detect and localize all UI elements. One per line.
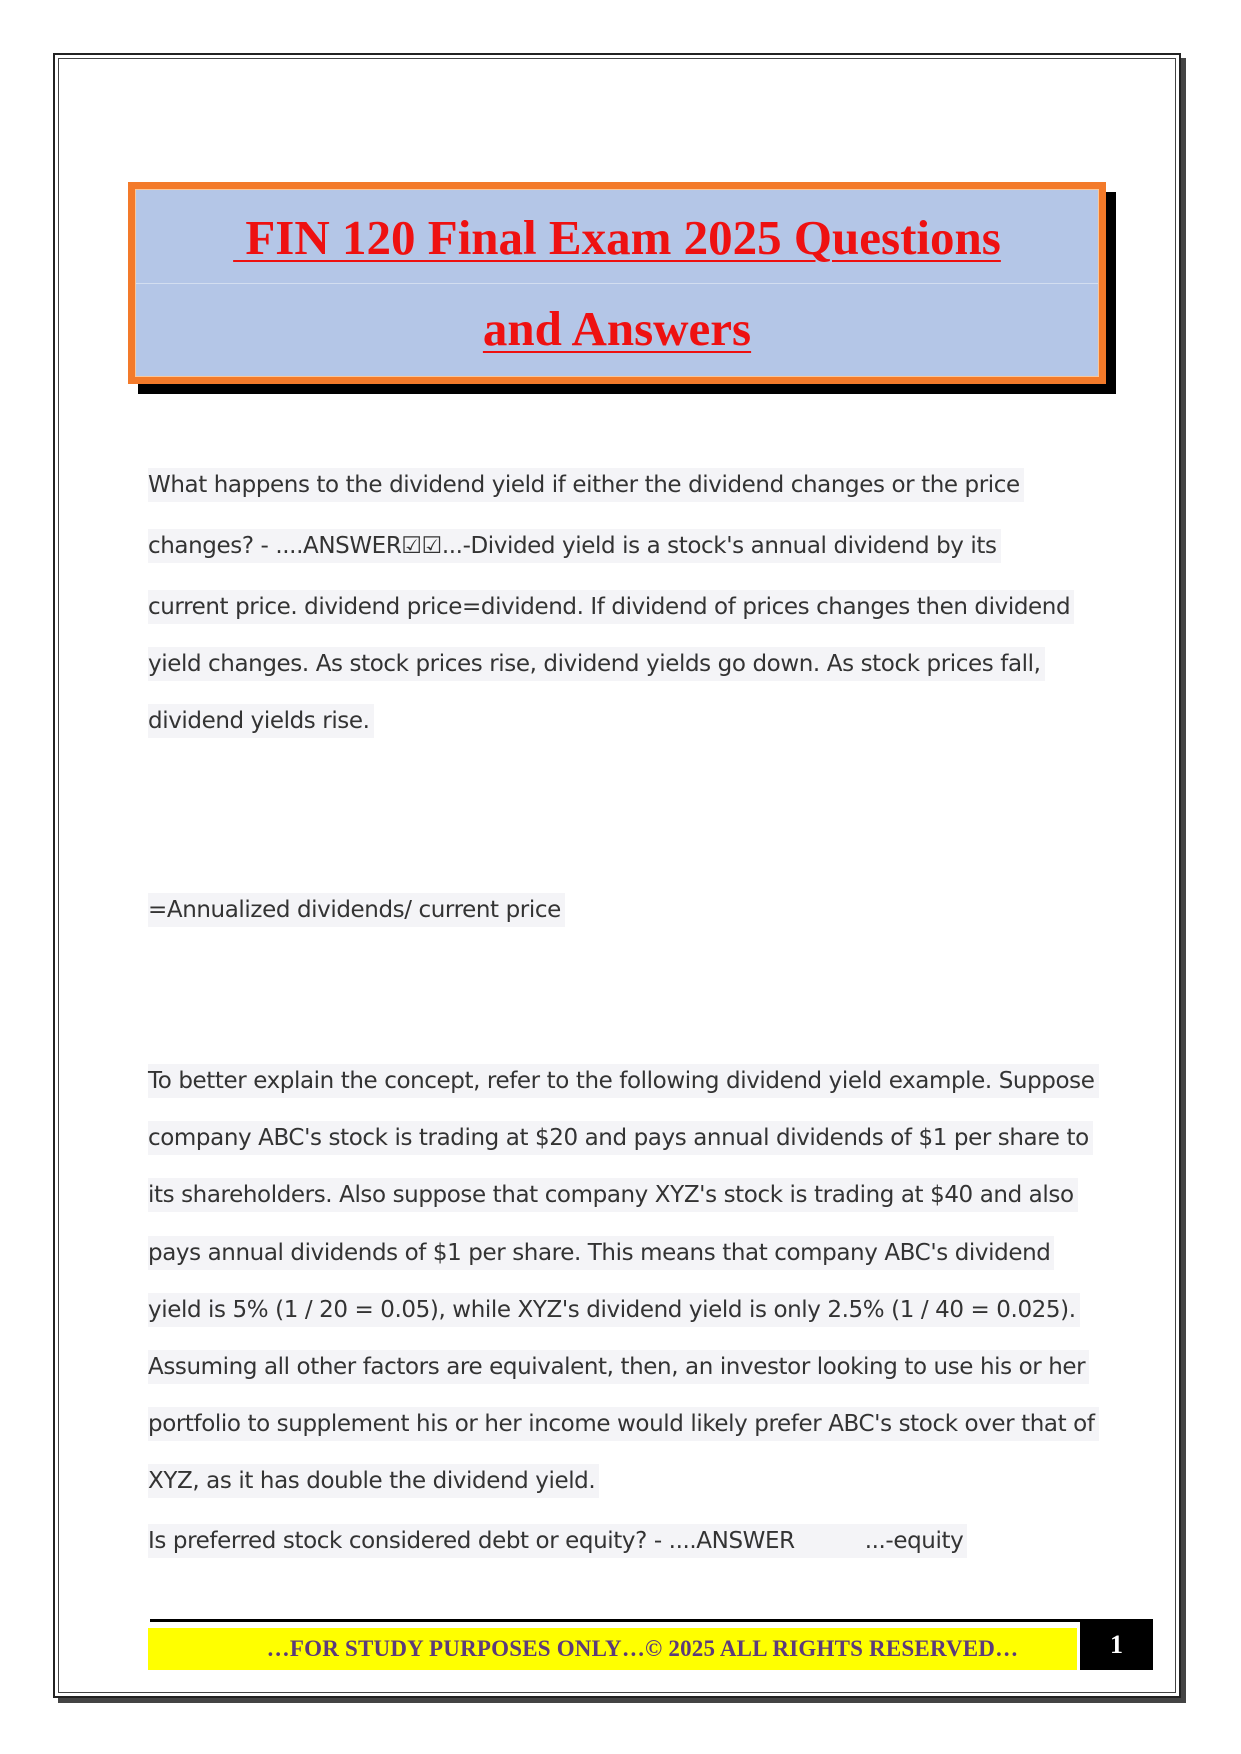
page-number: 1	[1110, 1629, 1123, 1659]
title-box	[128, 182, 1106, 384]
question-2-line	[148, 1524, 967, 1558]
example-line-1: To better explain the concept, refer to the following dividend yield example. Suppose	[148, 1064, 1099, 1098]
title-line-1: FIN 120 Final Exam 2025 Questions	[233, 209, 1001, 265]
question-1-line-1: What happens to the dividend yield if either the dividend changes or the price	[148, 468, 1024, 502]
question-2-answer: ...-equity	[864, 1528, 964, 1554]
question-1-line-5: dividend yields rise.	[148, 704, 374, 738]
example-line-6: Assuming all other factors are equivalent, then, an investor looking to use his or her	[148, 1350, 1089, 1384]
example-line-7: portfolio to supplement his or her income would likely prefer ABC's stock over that of	[148, 1407, 1099, 1441]
question-1-line-2: changes? - ....ANSWER☑☑...-Divided yield is a stock's annual dividend by its	[148, 529, 1001, 563]
page-number-box	[1080, 1619, 1153, 1670]
example-line-5: yield is 5% (1 / 20 = 0.05), while XYZ's dividend yield is only 2.5% (1 / 40 = 0.025).	[148, 1293, 1080, 1327]
formula-line: =Annualized dividends/ current price	[148, 893, 565, 927]
example-line-8: XYZ, as it has double the dividend yield.	[148, 1464, 599, 1498]
example-line-4: pays annual dividends of $1 per share. This means that company ABC's dividend	[148, 1236, 1054, 1270]
question-1-line-4: yield changes. As stock prices rise, dividend yields go down. As stock prices fall,	[148, 647, 1045, 681]
title-inner	[135, 189, 1099, 377]
question-1-line-3: current price. dividend price=dividend. If dividend of prices changes then dividend	[148, 590, 1074, 624]
question-2-text: Is preferred stock considered debt or equity? - ....ANSWER	[148, 1528, 795, 1554]
footer-notice: …FOR STUDY PURPOSES ONLY…© 2025 ALL RIGHTS RESERVED…	[266, 1636, 1019, 1661]
page-border-shadow-right	[1181, 58, 1186, 1700]
example-line-2: company ABC's stock is trading at $20 and pays annual dividends of $1 per share to	[148, 1121, 1093, 1155]
footer-rule	[150, 1619, 1080, 1622]
title-line-2: and Answers	[482, 300, 752, 356]
page-border-shadow-bottom	[58, 1698, 1186, 1703]
example-line-3: its shareholders. Also suppose that company XYZ's stock is trading at $40 and also	[148, 1178, 1078, 1212]
footer-bar	[148, 1628, 1077, 1670]
